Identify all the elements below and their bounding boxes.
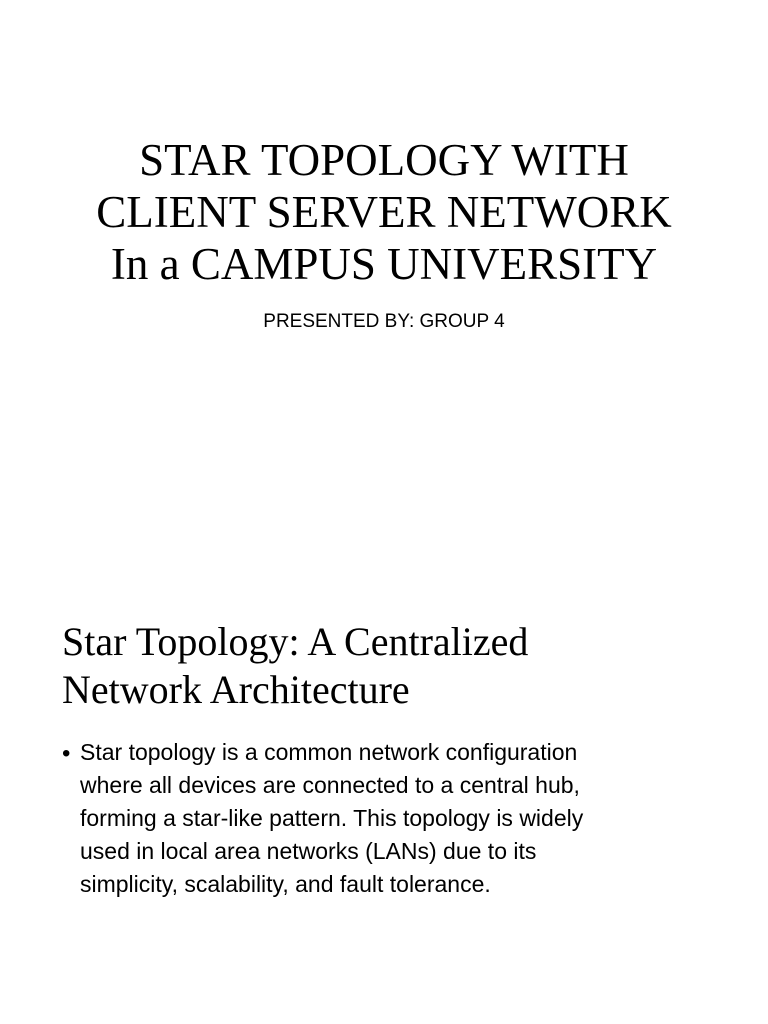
presentation-title-line: In a CAMPUS UNIVERSITY	[110, 239, 658, 289]
bullet-item	[62, 736, 722, 901]
bullet-text-line: used in local area networks (LANs) due to its	[80, 838, 537, 864]
presentation-title-line: STAR TOPOLOGY WITH	[139, 135, 629, 185]
bullet-list	[62, 736, 722, 901]
bullet-text-line: Star topology is a common network configuration	[80, 739, 578, 765]
bullet-text-line: where all devices are connected to a central hub,	[80, 772, 580, 798]
bullet-text	[80, 736, 583, 901]
slide-title	[62, 618, 742, 714]
presentation-title	[0, 134, 768, 290]
bullet-text-line: simplicity, scalability, and fault tolerance.	[80, 871, 491, 897]
bullet-icon: •	[62, 740, 71, 767]
presentation-title-line: CLIENT SERVER NETWORK	[96, 187, 672, 237]
presenter-subtitle: PRESENTED BY: GROUP 4	[263, 311, 505, 332]
content-slide	[0, 576, 768, 1024]
bullet-text-line: forming a star-like pattern. This topology is widely	[80, 805, 584, 831]
slide-title-line: Network Architecture	[62, 667, 410, 712]
slide-title-line: Star Topology: A Centralized	[62, 619, 529, 664]
